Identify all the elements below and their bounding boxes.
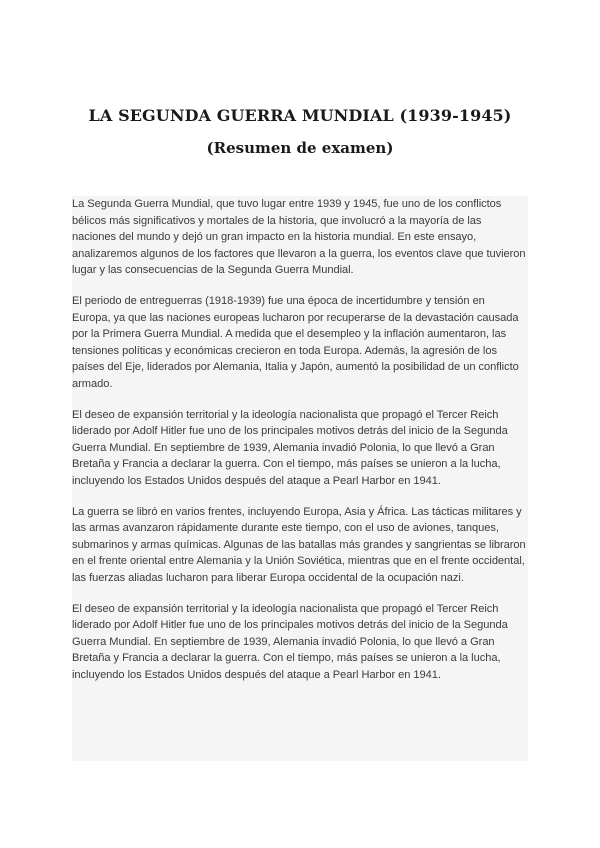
paragraph-intro: La Segunda Guerra Mundial, que tuvo lugar entre 1939 y 1945, fue uno de los conflictos bélicos más significativos y mortales de la historia, que involucró a la mayoría de las naciones del mundo y dejó un gran impacto en la historia mundial. En este ensayo, analizaremos algunos de los factores que llevaron a la guerra, los eventos clave que tuvieron lugar y las consecuencias de la Segunda Guerra Mundial.	[72, 198, 526, 276]
paragraph-causes: El deseo de expansión territorial y la ideología nacionalista que propagó el Tercer Reich liderado por Adolf Hitler fue uno de los principales motivos detrás del inicio de la Segunda Guerra Mundial. En septiembre de 1939, Alemania invadió Polonia, lo que llevó a Gran Bretaña y Francia a declarar la guerra. Con el tiempo, más países se unieron a la lucha, incluyendo los Estados Unidos después del ataque a Pearl Harbor en 1941.	[72, 408, 508, 487]
document-body	[72, 196, 528, 761]
paragraph-fronts: La guerra se libró en varios frentes, incluyendo Europa, Asia y África. Las tácticas militares y las armas avanzaron rápidamente durante este tiempo, con el uso de aviones, tanques, submarinos y armas químicas. Algunas de las batallas más grandes y sangrientas se libraron en el frente oriental entre Alemania y la Unión Soviética, mientras que en el frente occidental, las fuerzas aliadas lucharon para liberar Europa occidental de la ocupación nazi.	[72, 505, 526, 584]
paragraph-causes-repeat: El deseo de expansión territorial y la ideología nacionalista que propagó el Tercer Reich liderado por Adolf Hitler fue uno de los principales motivos detrás del inicio de la Segunda Guerra Mundial. En septiembre de 1939, Alemania invadió Polonia, lo que llevó a Gran Bretaña y Francia a declarar la guerra. Con el tiempo, más países se unieron a la lucha, incluyendo los Estados Unidos después del ataque a Pearl Harbor en 1941.	[72, 602, 508, 681]
document-subtitle: (Resumen de examen)	[206, 139, 394, 157]
paragraph-interwar: El periodo de entreguerras (1918-1939) fue una época de incertidumbre y tensión en Europa, ya que las naciones europeas lucharon por recuperarse de la devastación causada por la Primera Guerra Mundial. A medida que el desempleo y la inflación aumentaron, las tensiones políticas y económicas crecieron en toda Europa. Además, la agresión de los países del Eje, liderados por Alemania, Italia y Japón, aumentó la posibilidad de un conflicto armado.	[72, 295, 519, 390]
document-title: LA SEGUNDA GUERRA MUNDIAL (1939-1945)	[88, 106, 512, 125]
